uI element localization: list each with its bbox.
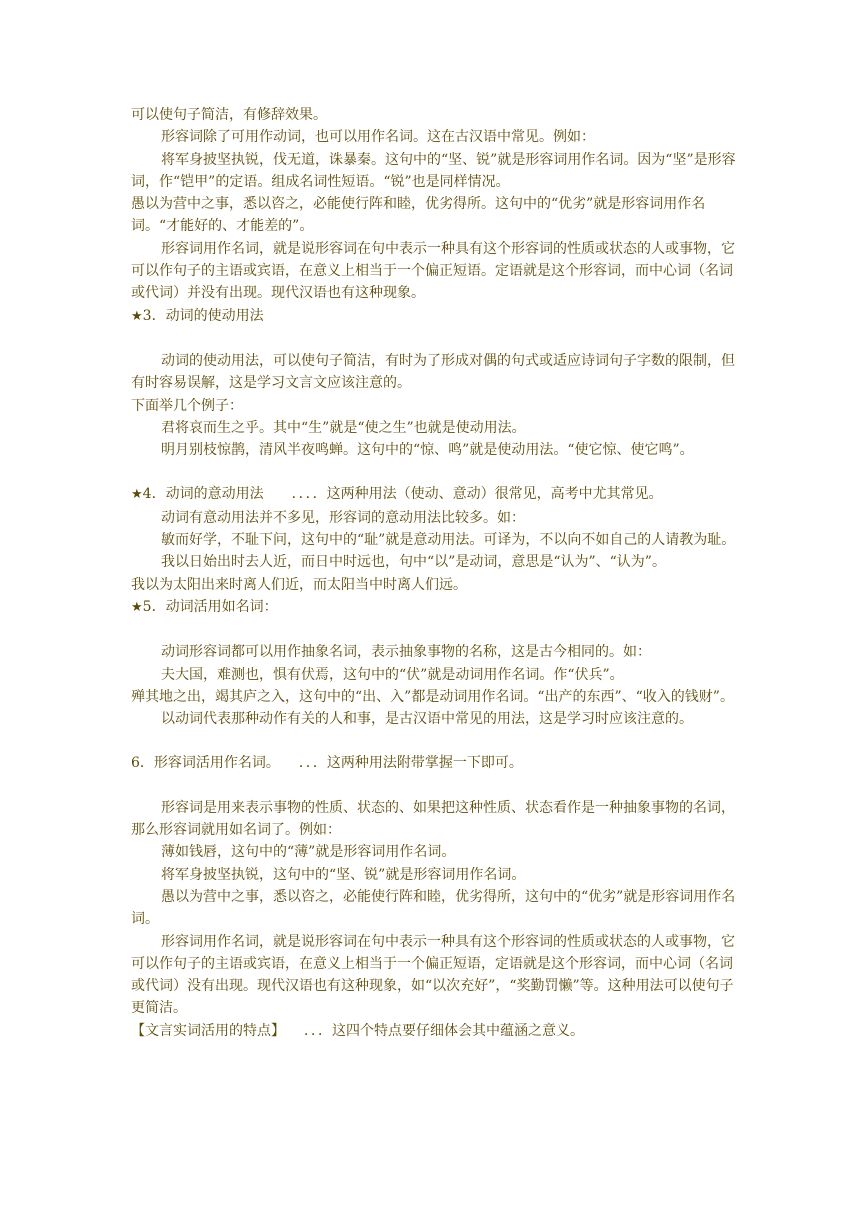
section-heading-3 xyxy=(131,305,741,328)
paragraph: 形容词除了可用作动词，也可以用作名词。这在古汉语中常见。例如： xyxy=(161,129,595,146)
section-title: 6．形容词活用作名词。 xyxy=(131,755,273,772)
footer-heading xyxy=(131,1020,741,1042)
paragraph: 夫大国，难测也，惧有伏焉，这句中的“伏”就是动词用作名词。作“伏兵”。 xyxy=(161,666,624,683)
paragraph: 动词的使动用法，可以使句子简洁，有时为了形成对偶的句式或适应诗词句子字数的限制，但有时容易误解，这是学习文言文应该注意的。 xyxy=(131,352,735,392)
section-title: 5．动词活用如名词： xyxy=(142,598,278,615)
paragraph: 可以使句子简洁，有修辞效果。 xyxy=(131,107,327,123)
document-body xyxy=(131,104,741,1042)
paragraph: 明月别枝惊鹊，清风半夜鸣蝉。这句中的“惊、鸣”就是使动用法。“使它惊、使它鸣”。 xyxy=(161,442,694,459)
paragraph: 愚以为营中之事，悉以咨之，必能使行阵和睦，优劣得所。这句中的“优劣”就是形容词用作名词。“才能好的、才能差的”。 xyxy=(131,196,706,235)
paragraph: 我以日始出时去人近，而日中时远也，句中“以”是动词，意思是“认为”、“认为”。 xyxy=(161,554,666,571)
paragraph: 君将哀而生之乎。其中“生”就是“使之生”也就是使动用法。 xyxy=(161,419,526,436)
paragraph: 形容词用作名词，就是说形容词在句中表示一种具有这个形容词的性质或状态的人或事物，它可以作句子的主语或宾语，在意义上相当于一个偏正短语，定语就是这个形容词，而中心词（名词或代词）没有出现。现代汉语也有这种现象，如“以次充好”，“奖勤罚懒”等。这种用法可以使句子更简洁。 xyxy=(131,933,735,1017)
paragraph: 薄如钱唇，这句中的“薄”就是形容词用作名词。 xyxy=(161,844,456,861)
star-icon: ★ xyxy=(131,487,143,503)
section-title: 3．动词的使动用法 xyxy=(142,307,264,324)
paragraph: 形容词用作名词，就是说形容词在句中表示一种具有这个形容词的性质或状态的人或事物，它可以作句子的主语或宾语，在意义上相当于一个偏正短语。定语就是这个形容词，而中心词（名词或代词）并没有出现。现代汉语也有这种现象。 xyxy=(131,240,735,302)
paragraph: 敏而好学，不耻下问，这句中的“耻”就是意动用法。可译为，不以向不如自己的人请教为耻。 xyxy=(161,532,736,549)
spacer xyxy=(131,461,741,483)
section-title: 4．动词的意动用法 xyxy=(142,486,264,503)
spacer xyxy=(131,730,741,752)
star-icon: ★ xyxy=(131,308,143,324)
paragraph: 我以为太阳出来时离人们近，而太阳当中时离人们远。 xyxy=(131,576,467,593)
paragraph: 殚其地之出，竭其庐之入，这句中的“出、入”都是动词用作名词。“出产的东西”、“收入的钱财”。 xyxy=(131,688,734,705)
paragraph: 动词有意动用法并不多见，形容词的意动用法比较多。如： xyxy=(161,509,525,526)
paragraph: 以动词代表那种动作有关的人和事，是古汉语中常见的用法，这是学习时应该注意的。 xyxy=(161,711,693,728)
footer-title: 【文言实词活用的特点】 xyxy=(131,1022,278,1039)
spacer xyxy=(131,619,741,641)
section-note: ．．．这两种用法附带掌握一下即可。 xyxy=(298,755,523,772)
footer-note: ．．．这四个特点要仔细体会其中蕴涵之意义。 xyxy=(304,1022,584,1039)
section-heading-5 xyxy=(131,596,741,619)
paragraph: 愚以为营中之事，悉以咨之，必能使行阵和睦，优劣得所，这句中的“优劣”就是形容词用作名词。 xyxy=(131,888,736,928)
section-heading-4 xyxy=(131,483,741,506)
paragraph: 将军身披坚执锐，伐无道，诛暴秦。这句中的“坚、锐”就是形容词用作名词。因为“坚”是形容词，作“铠甲”的定语。组成名词性短语。“锐”也是同样情况。 xyxy=(131,151,736,190)
spacer xyxy=(131,328,741,350)
star-icon: ★ xyxy=(131,599,143,615)
paragraph: 形容词是用来表示事物的性质、状态的、如果把这种性质、状态看作是一种抽象事物的名词，那么形容词就用如名词了。例如： xyxy=(131,799,735,839)
paragraph: 将军身披坚执锐，这句中的“坚、锐”就是形容词用作名词。 xyxy=(161,866,526,883)
section-heading-6 xyxy=(131,752,741,774)
section-note: ．．．．这两种用法（使动、意动）很常见，高考中尤其常见。 xyxy=(291,486,663,503)
paragraph: 下面举几个例子： xyxy=(131,397,243,414)
paragraph: 动词形容词都可以用作抽象名词，表示抽象事物的名称，这是古今相同的。如： xyxy=(161,644,651,661)
spacer xyxy=(131,775,741,797)
